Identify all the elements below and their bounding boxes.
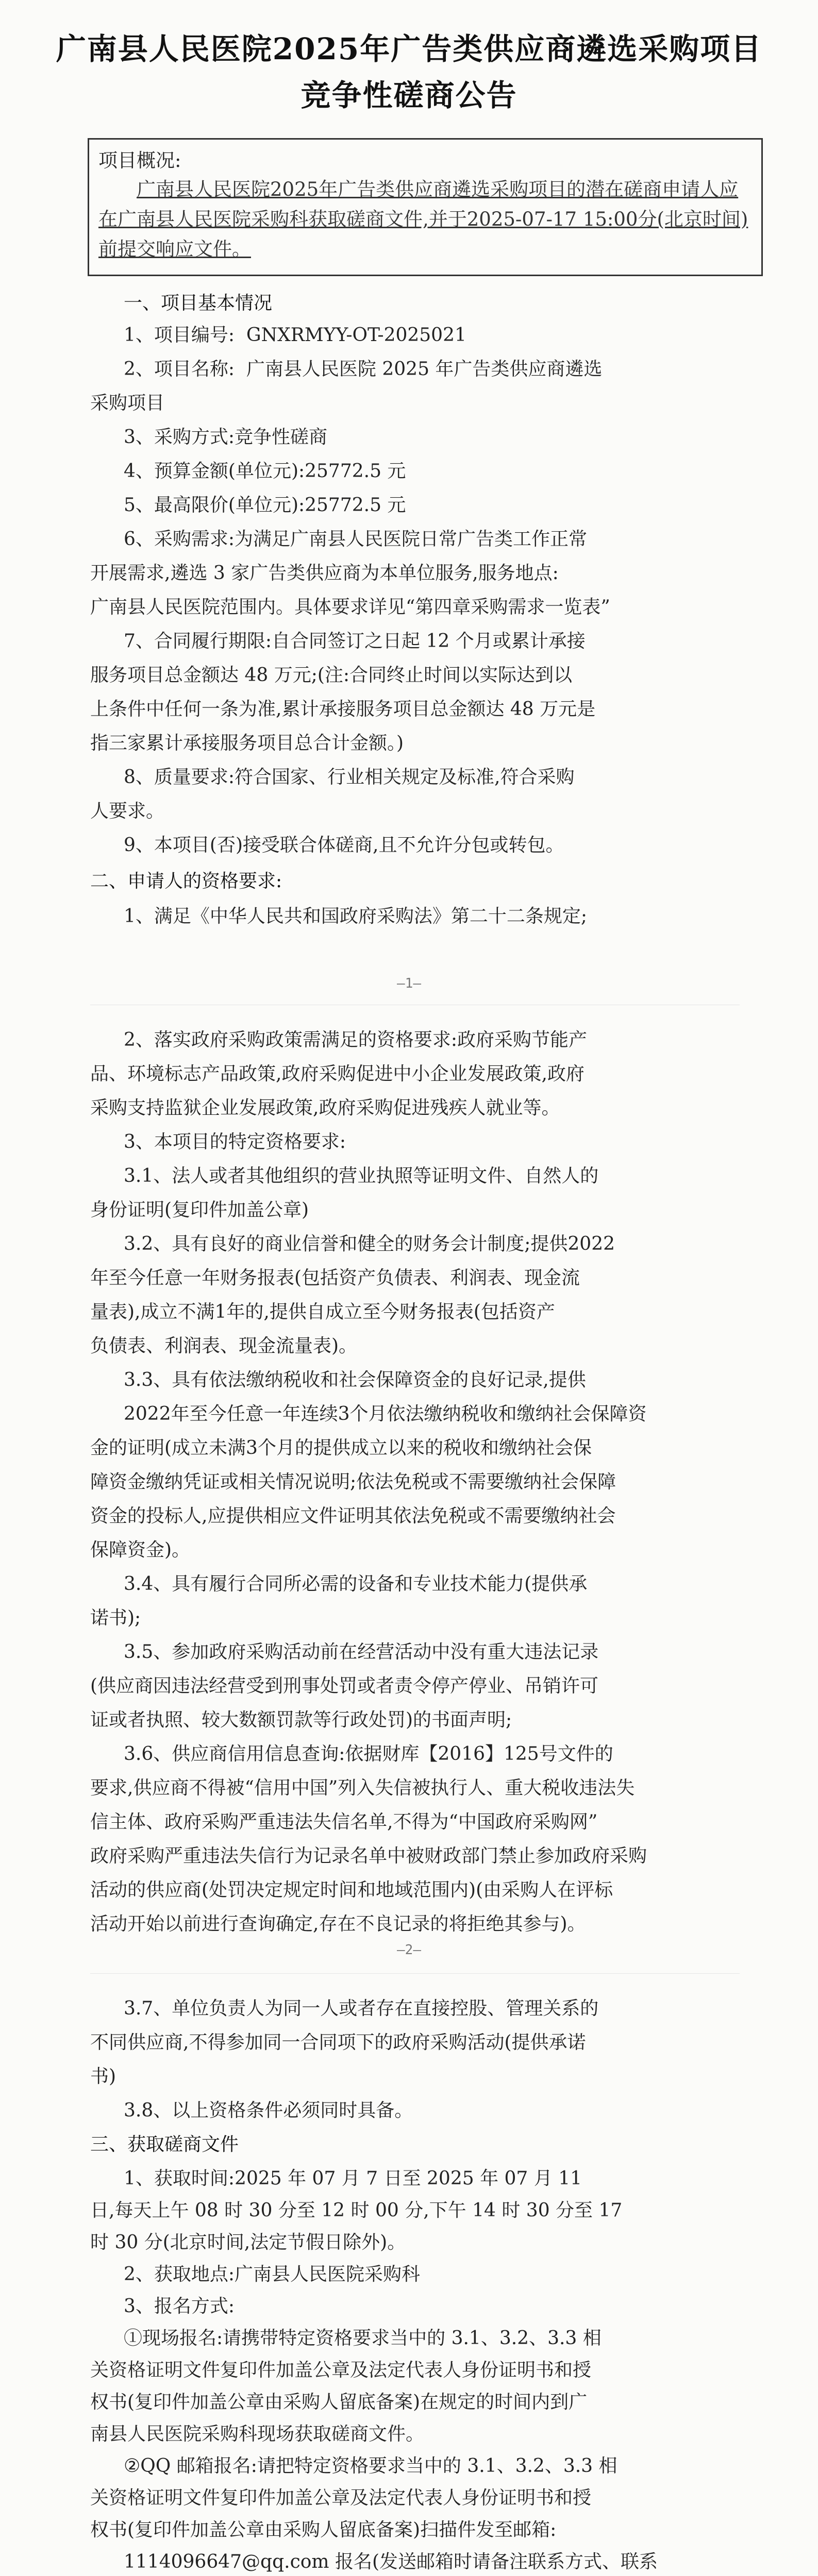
- section-heading: 三、获取磋商文件: [90, 2134, 239, 2155]
- body-line: 证或者执照、较大数额罚款等行政处罚)的书面声明;: [90, 1709, 512, 1731]
- body-line: ②QQ 邮箱报名:请把特定资格要求当中的 3.1、3.2、3.3 相: [124, 2455, 617, 2477]
- body-line: 书): [90, 2066, 116, 2087]
- body-line: 日,每天上午 08 时 30 分至 12 时 00 分,下午 14 时 30 分至 17: [90, 2200, 623, 2221]
- summary-label: 项目概况:: [98, 149, 181, 172]
- body-line: 政府采购严重违法失信行为记录名单中被财政部门禁止参加政府采购: [90, 1845, 647, 1867]
- body-line: 9、本项目(否)接受联合体磋商,且不允许分包或转包。: [124, 835, 564, 856]
- summary-text: 广南县人民医院2025年广告类供应商遴选采购项目的潜在磋商申请人应在广南县人民医院采购科获取磋商文件,并于2025-07-17 15:00分(北京时间)前提交响应文件。: [98, 178, 748, 260]
- body-line: 活动开始以前进行查询确定,存在不良记录的将拒绝其参与)。: [90, 1913, 586, 1935]
- body-line: 要求,供应商不得被“信用中国”列入失信被执行人、重大税收违法失: [90, 1777, 635, 1799]
- body-line: 指三家累计承接服务项目总合计金额。): [90, 733, 404, 754]
- body-line: 3.5、参加政府采购活动前在经营活动中没有重大违法记录: [124, 1641, 599, 1663]
- body-line: 广南县人民医院范围内。具体要求详见“第四章采购需求一览表”: [90, 597, 610, 618]
- document-title-line1: 广南县人民医院2025年广告类供应商遴选采购项目: [56, 31, 762, 66]
- body-line: 2、项目名称: 广南县人民医院 2025 年广告类供应商遴选: [124, 359, 603, 380]
- body-line: (供应商因违法经营受到刑事处罚或者责令停产停业、吊销许可: [90, 1675, 599, 1697]
- body-line: 3.6、供应商信用信息查询:依据财库【2016】125号文件的: [124, 1743, 613, 1765]
- body-line: 人要求。: [90, 801, 165, 822]
- body-line: 3.4、具有履行合同所必需的设备和专业技术能力(提供承: [124, 1573, 588, 1595]
- body-line: 南县人民医院采购科现场获取磋商文件。: [90, 2424, 425, 2445]
- body-line: 保障资金)。: [90, 1539, 191, 1561]
- body-line: 时 30 分(北京时间,法定节假日除外)。: [90, 2232, 406, 2253]
- body-line: 权书(复印件加盖公章由采购人留底备案)扫描件发至邮箱:: [90, 2519, 557, 2540]
- page-number: —1—: [397, 976, 421, 991]
- page-number: —2—: [397, 1942, 421, 1958]
- body-line: 2022年至今任意一年连续3个月依法缴纳税收和缴纳社会保障资: [124, 1403, 647, 1425]
- body-line: 3.3、具有依法缴纳税收和社会保障资金的良好记录,提供: [124, 1369, 586, 1391]
- body-line: 关资格证明文件复印件加盖公章及法定代表人身份证明书和授: [90, 2487, 592, 2509]
- body-line: 品、环境标志产品政策,政府采购促进中小企业发展政策,政府: [90, 1063, 585, 1084]
- project-summary-box: [88, 138, 763, 276]
- body-line: 障资金缴纳凭证或相关情况说明;依法免税或不需要缴纳社会保障: [90, 1471, 616, 1493]
- body-line: 3、报名方式:: [124, 2296, 235, 2317]
- body-line: 2、落实政府采购政策需满足的资格要求:政府采购节能产: [124, 1029, 588, 1050]
- body-line: 上条件中任何一条为准,累计承接服务项目总金额达 48 万元是: [90, 699, 596, 720]
- body-line: 3.7、单位负责人为同一人或者存在直接控股、管理关系的: [124, 1998, 599, 2019]
- body-line: ①现场报名:请携带特定资格要求当中的 3.1、3.2、3.3 相: [124, 2328, 602, 2349]
- body-line: 不同供应商,不得参加同一合同项下的政府采购活动(提供承诺: [90, 2032, 586, 2053]
- body-line: 1、满足《中华人民共和国政府采购法》第二十二条规定;: [124, 906, 588, 927]
- body-line: 3.2、具有良好的商业信誉和健全的财务会计制度;提供2022: [124, 1233, 615, 1255]
- body-line: 1、获取时间:2025 年 07 月 7 日至 2025 年 07 月 11: [124, 2168, 582, 2189]
- body-line: 3、采购方式:竞争性磋商: [124, 427, 328, 448]
- body-line: 开展需求,遴选 3 家广告类供应商为本单位服务,服务地点:: [90, 563, 559, 584]
- body-line: 身份证明(复印件加盖公章): [90, 1199, 309, 1221]
- body-line: 服务项目总金额达 48 万元;(注:合同终止时间以实际达到以: [90, 665, 572, 686]
- body-line: 采购支持监狱企业发展政策,政府采购促进残疾人就业等。: [90, 1097, 560, 1118]
- body-line: 关资格证明文件复印件加盖公章及法定代表人身份证明书和授: [90, 2360, 592, 2381]
- body-line: 负债表、利润表、现金流量表)。: [90, 1335, 358, 1357]
- body-line: 3.1、法人或者其他组织的营业执照等证明文件、自然人的: [124, 1165, 599, 1187]
- body-line: 1、项目编号: GNXRMYY-OT-2025021: [124, 325, 466, 346]
- body-line: 诺书);: [90, 1607, 141, 1629]
- section-heading: 一、项目基本情况: [124, 293, 273, 314]
- document-title-line2: 竞争性磋商公告: [301, 78, 517, 113]
- body-line: 8、质量要求:符合国家、行业相关规定及标准,符合采购: [124, 767, 575, 788]
- body-line: 3.8、以上资格条件必须同时具备。: [124, 2100, 413, 2121]
- body-line: 活动的供应商(处罚决定规定时间和地域范围内)(由采购人在评标: [90, 1879, 613, 1901]
- page-divider: [90, 1973, 740, 1974]
- body-line: 4、预算金额(单位元):25772.5 元: [124, 461, 406, 482]
- body-line: 金的证明(成立未满3个月的提供成立以来的税收和缴纳社会保: [90, 1437, 592, 1459]
- body-line: 资金的投标人,应提供相应文件证明其依法免税或不需要缴纳社会: [90, 1505, 616, 1527]
- body-line: 1114096647@qq.com 报名(发送邮箱时请备注联系方式、联系: [124, 2551, 658, 2572]
- body-line: 权书(复印件加盖公章由采购人留底备案)在规定的时间内到广: [90, 2392, 588, 2413]
- body-line: 3、本项目的特定资格要求:: [124, 1131, 346, 1153]
- body-line: 采购项目: [90, 393, 165, 414]
- body-line: 量表),成立不满1年的,提供自成立至今财务报表(包括资产: [90, 1301, 555, 1323]
- body-line: 2、获取地点:广南县人民医院采购科: [124, 2264, 421, 2285]
- body-line: 信主体、政府采购严重违法失信名单,不得为“中国政府采购网”: [90, 1811, 598, 1833]
- body-line: 7、合同履行期限:自合同签订之日起 12 个月或累计承接: [124, 631, 586, 652]
- section-heading: 二、申请人的资格要求:: [90, 871, 282, 892]
- body-line: 5、最高限价(单位元):25772.5 元: [124, 495, 406, 516]
- body-line: 年至今任意一年财务报表(包括资产负债表、利润表、现金流: [90, 1267, 580, 1289]
- body-line: 6、采购需求:为满足广南县人民医院日常广告类工作正常: [124, 529, 588, 550]
